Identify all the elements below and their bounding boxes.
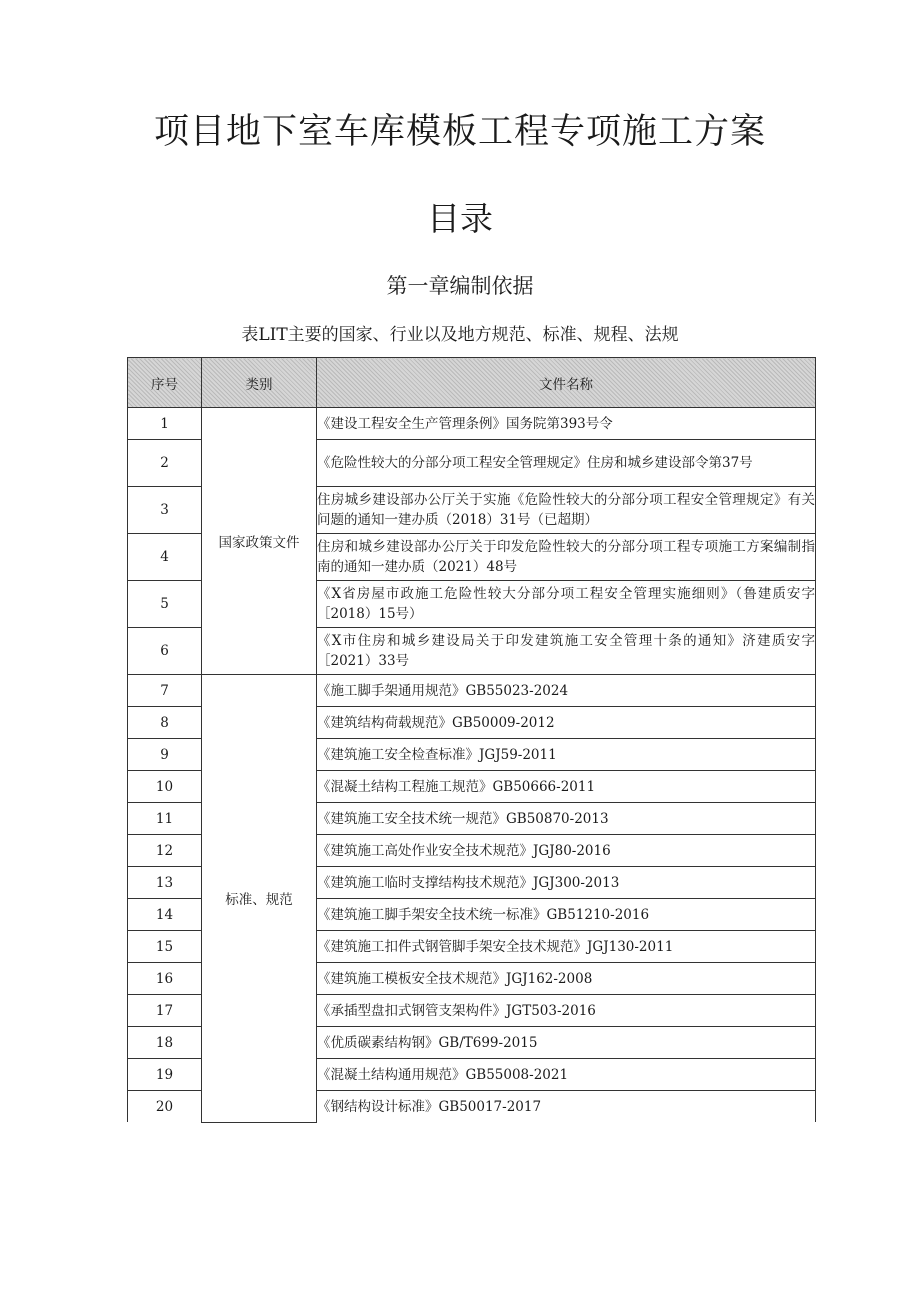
row-no: 4 (128, 534, 202, 581)
row-no: 12 (128, 835, 202, 867)
row-no: 14 (128, 899, 202, 931)
row-no: 15 (128, 931, 202, 963)
category-policy: 国家政策文件 (202, 408, 317, 675)
row-no: 6 (128, 628, 202, 675)
table-row (128, 675, 816, 707)
row-name: 《建筑施工临时支撑结构技术规范》JGJ300-2013 (317, 867, 816, 899)
row-name: 《X市住房和城乡建设局关于印发建筑施工安全管理十条的通知》济建质安字［2021）33号 (317, 628, 816, 675)
toc-heading: 目录 (427, 199, 493, 238)
row-no: 20 (128, 1091, 202, 1123)
table-caption: 表LIT主要的国家、行业以及地方规范、标准、规程、法规 (241, 325, 679, 345)
chapter-heading: 第一章编制依据 (386, 274, 534, 298)
row-no: 19 (128, 1059, 202, 1091)
row-no: 3 (128, 487, 202, 534)
table-row (128, 408, 816, 440)
row-no: 2 (128, 440, 202, 487)
row-name: 《X省房屋市政施工危险性较大分部分项工程安全管理实施细则》（鲁建质安字［2018）15号） (317, 581, 816, 628)
row-no: 16 (128, 963, 202, 995)
row-no: 17 (128, 995, 202, 1027)
row-name: 《建筑施工扣件式钢管脚手架安全技术规范》JGJ130-2011 (317, 931, 816, 963)
row-name: 住房和城乡建设部办公厅关于印发危险性较大的分部分项工程专项施工方案编制指南的通知一建办质（2021）48号 (317, 534, 816, 581)
row-name: 《混凝土结构通用规范》GB55008-2021 (317, 1059, 816, 1091)
category-standards: 标准、规范 (202, 675, 317, 1123)
document-title: 项目地下室车库模板工程专项施工方案 (153, 112, 766, 152)
regulations-table (127, 357, 816, 1123)
row-name: 《危险性较大的分部分项工程安全管理规定》住房和城乡建设部令第37号 (317, 440, 816, 487)
header-name: 文件名称 (317, 358, 816, 408)
row-no: 8 (128, 707, 202, 739)
row-name: 《混凝土结构工程施工规范》GB50666-2011 (317, 771, 816, 803)
row-name: 《建筑结构荷载规范》GB50009-2012 (317, 707, 816, 739)
row-name: 《施工脚手架通用规范》GB55023-2024 (317, 675, 816, 707)
row-name: 《建设工程安全生产管理条例》国务院第393号令 (317, 408, 816, 440)
row-name: 《建筑施工脚手架安全技术统一标准》GB51210-2016 (317, 899, 816, 931)
row-name: 住房城乡建设部办公厅关于实施《危险性较大的分部分项工程安全管理规定》有关问题的通知一建办质（2018）31号（已超期） (317, 487, 816, 534)
row-no: 18 (128, 1027, 202, 1059)
row-no: 11 (128, 803, 202, 835)
row-name: 《建筑施工模板安全技术规范》JGJ162-2008 (317, 963, 816, 995)
row-no: 1 (128, 408, 202, 440)
row-no: 5 (128, 581, 202, 628)
header-no: 序号 (128, 358, 202, 408)
row-name: 《建筑施工高处作业安全技术规范》JGJ80-2016 (317, 835, 816, 867)
table-header-row (128, 358, 816, 408)
row-name: 《优质碳素结构钢》GB/T699-2015 (317, 1027, 816, 1059)
row-no: 9 (128, 739, 202, 771)
header-category: 类别 (202, 358, 317, 408)
row-no: 7 (128, 675, 202, 707)
row-name: 《建筑施工安全检查标准》JGJ59-2011 (317, 739, 816, 771)
row-name: 《承插型盘扣式钢管支架构件》JGT503-2016 (317, 995, 816, 1027)
row-no: 13 (128, 867, 202, 899)
row-name: 《建筑施工安全技术统一规范》GB50870-2013 (317, 803, 816, 835)
row-name: 《钢结构设计标准》GB50017-2017 (317, 1091, 816, 1123)
row-no: 10 (128, 771, 202, 803)
